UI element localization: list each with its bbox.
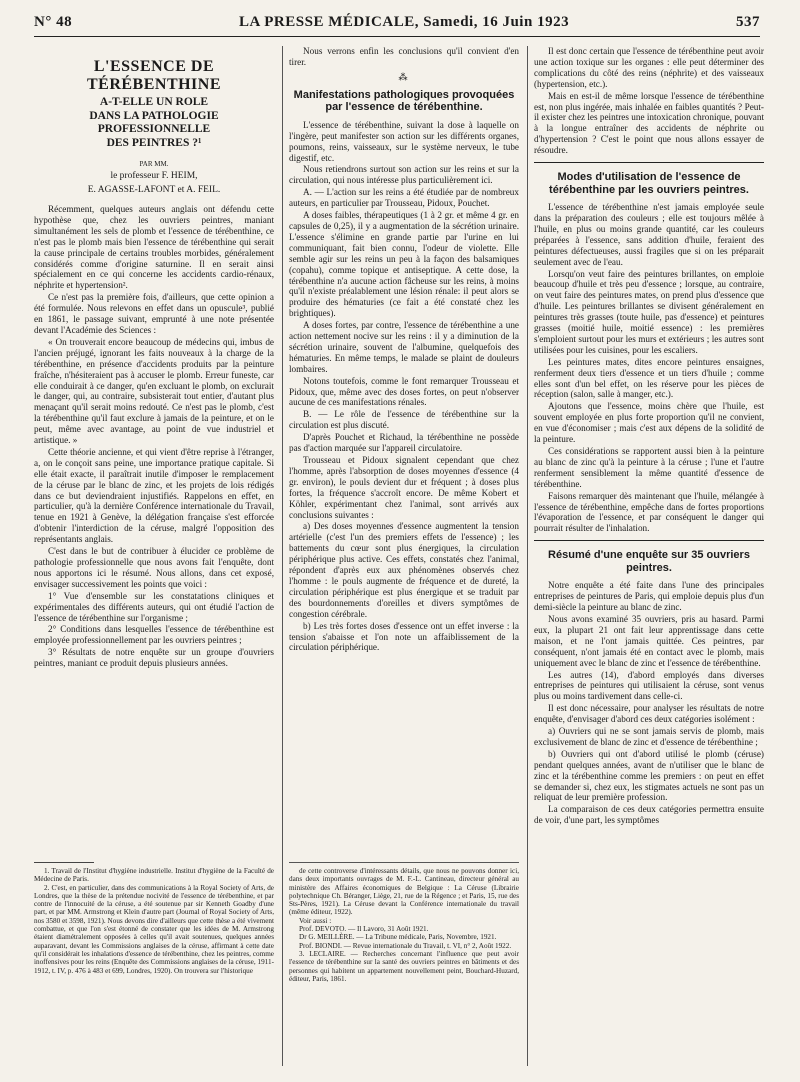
paragraph: Faisons remarquer dès maintenant que l'huile, mélangée à l'essence de térébenthine, empêche dans de fortes proportions l'évaporation de l'essence, et par conséquent le danger qui pourrait résulter de l'inhalation.: [534, 490, 764, 534]
quote-paragraph: « On trouverait encore beaucoup de médecins qui, imbus de l'ancien préjugé, ignorant les faits nouveaux à la charge de la térébenthine, en présence d'accidents produits par la peinture fraîche, n'hésiteraient pas à accuser le plomb. Erreur funeste, car elle conduirait à ce danger, qu'en excluant le plomb, on exclurait le danger, qui, au contraire, subsisterait tout entier, d'autant plus menaçant qu'il serait moins redouté. Ce n'est pas le plomb, c'est la térébenthine qu'il faut exclure à jamais de la peinture, et on le peut, même avec avantage, au point de vue industriel et artistique. »: [34, 336, 274, 446]
footnote: Prof. BIONDI. — Revue internationale du Travail, t. VI, n° 2, Août 1922.: [299, 941, 512, 950]
issue-number: N° 48: [34, 13, 73, 30]
footnote: 3. LECLAIRE. — Recherches concernant l'influence que peut avoir l'essence de térébenthine sur la santé des ouvriers peintres en bâtiments et des personnes qui habitent un appartement nouvellement peint, Bouchard-Huzard, éditeur, Paris, 1861.: [289, 949, 519, 983]
column-2: [289, 46, 519, 846]
article-subtitle-2: DANS LA PATHOLOGIE PROFESSIONNELLE: [89, 109, 219, 135]
paragraph: L'essence de térébenthine n'est jamais employée seule dans la préparation des couleurs ; elle est toujours mêlée à l'huile, en plus ou moins grande quantité, car les couleurs préparées à l'essence, sans addition d'huile, feraient des peintures défectueuses, aussi fragiles que si on les préparait seulement avec de l'eau.: [534, 202, 764, 267]
paragraph: D'après Pouchet et Richaud, la térébenthine ne possède pas d'action marquée sur l'appareil circulatoire.: [289, 432, 519, 454]
paragraph: Il est donc nécessaire, pour analyser les résultats de notre enquête, d'envisager d'abord ces deux catégories isolément :: [534, 703, 764, 725]
paragraph: Lorsqu'on veut faire des peintures brillantes, on emploie beaucoup d'huile et très peu d'essence ; lorsque, au contraire, on veut faire des peintures mates, on prend plus d'essence que d'huile. Les peintures brillantes se divisent généralement en peintures très grasses (toute huile, pas d'essence) et peintures grasses (moitié huile, moitié essence) : les premières s'emploient surtout pour les murs et extérieurs ; les autres sont utilisées pour les cuisines, pour les escaliers.: [534, 268, 764, 355]
list-item: 3° Résultats de notre enquête sur un groupe d'ouvriers peintres, maniant ce produit depuis plusieurs années.: [34, 647, 274, 669]
paragraph: Les autres (14), d'abord employés dans diverses entreprises de peintures qui utilisaient la céruse, sont venus plus ou moins tardivement dans celle-ci.: [534, 669, 764, 702]
column-rule-1: [282, 46, 283, 1066]
footnote-rule: [34, 862, 94, 863]
article-title-block: [34, 58, 274, 196]
paragraph: a) Des doses moyennes d'essence augmentent la tension artérielle (c'est l'un des premiers effets de l'essence) ; les battements du cœur sont plus énergiques, la circulation périphérique plus active. Ces effets, constatés chez l'animal, répondent d'après eux aux phénomènes observés chez l'homme : le pouls augmente de fréquence et de dureté, la circulation périphérique est plus énergique et se traduit par des bourdonnements d'oreilles et divers symptômes de congestion cérébrale.: [289, 521, 519, 619]
par-mm: PAR MM.: [139, 160, 169, 168]
paragraph: Ce n'est pas la première fois, d'ailleurs, que cette opinion a été formulée. Nous relevons en effet dans un opuscule³, publié en 1861, le passage suivant, emprunté à une note présentée devant l'Académie des Sciences :: [34, 292, 274, 335]
paragraph: Ajoutons que l'essence, moins chère que l'huile, est souvent employée en plus forte proportion qu'il ne convient, en vue d'économiser ; mais c'est aux dépens de la solidité de la peinture.: [534, 401, 764, 445]
paragraph: La comparaison de ces deux catégories permettra ensuite de voir, d'une part, les symptômes: [534, 804, 764, 826]
footnote: 2. C'est, en particulier, dans des communications à la Royal Society of Arts, de Londres, que la thèse de la prétendue nocivité de l'essence de térébenthine, et par contre de l'innocuité de la céruse, a été soutenue par sir Kenneth Goadby d'une part, et par MM. Armstrong et Klein d'autre part (Journal of Royal Society of Arts, nos 3580 et 3598, 1921). Nous devons dire d'ailleurs que cette thèse a été vivement combattue, et que l'on s'est étonné de constater que les idées de M. Armstrong étaient diamétralement opposées à celles qu'il avait soutenues, quelques années auparavant, devant les Commissions anglaises de la céruse, affirmant à cette date qu'il considérait les inhalations d'essence de térébenthine, chez les peintres, comme inoffensives pour les reins (Enquête des Commissions anglaises de la céruse, 1911-1912, t. IV, p. 476 à 483 et 699, Londres, 1920). On trouvera sur l'historique: [34, 883, 274, 975]
paragraph: Les peintures mates, dites encore peintures ensaignes, renferment deux tiers d'essence et un tiers d'huile ; comme elles sont d'un bel effet, on les réserve pour les pièces de réception (salon, salle à manger, etc.).: [534, 356, 764, 400]
footnote: 1. Travail de l'Institut d'hygiène industrielle. Institut d'hygiène de la Faculté de Médecine de Paris.: [34, 867, 274, 884]
page-number: 537: [735, 13, 760, 30]
column-3: [534, 46, 764, 1076]
paragraph: Nous retiendrons surtout son action sur les reins et sur la circulation, qui nous intéresse plus particulièrement ici.: [289, 164, 519, 186]
journal-title: LA PRESSE MÉDICALE, Samedi, 16 Juin 1923: [239, 13, 570, 30]
list-item: b) Ouvriers qui ont d'abord utilisé le plomb (céruse) pendant quelques années, avant de n'utiliser que le blanc de zinc et la térébenthine comme les premiers : on peut en effet se demander si, chez eux, les stigmates actuels ne sont pas un reliquat de leur première profession.: [534, 748, 764, 803]
page-header: [34, 8, 760, 37]
paragraph: A. — L'action sur les reins a été étudiée par de nombreux auteurs, en particulier par Trousseau, Pidoux, Pouchet.: [289, 187, 519, 209]
paragraph: Trousseau et Pidoux signalent cependant que chez l'homme, après l'absorption de doses moyennes d'essence (4 gr. environ), le pouls devient dur et fréquent ; à doses plus fortes, la fréquence s'accroît encore. De même Kobert et Köhler, expérimentant chez l'animal, sont arrivés aux conclusions suivantes :: [289, 455, 519, 520]
list-item: 2° Conditions dans lesquelles l'essence de térébenthine est employée professionnellement par les ouvriers peintres ;: [34, 624, 274, 646]
list-item: 1° Vue d'ensemble sur les constatations cliniques et expérimentales des différents auteurs, qui ont étudié l'action de l'essence de térébenthine sur l'organisme ;: [34, 590, 274, 623]
paragraph: Notons toutefois, comme le font remarquer Trousseau et Pidoux, que, même avec des doses fortes, on peut n'observer aucune de ces manifestations rénales.: [289, 375, 519, 408]
paragraph: b) Les très fortes doses d'essence ont un effet inverse : la tension s'abaisse et l'on note un affaiblissement de la circulation périphérique.: [289, 620, 519, 653]
footnote: Dr G. MEILLÈRE. — La Tribune médicale, Paris, Novembre, 1921.: [299, 933, 497, 942]
section-heading: Modes d'utilisation de l'essence de térébenthine par les ouvriers peintres.: [549, 171, 749, 196]
paragraph: Notre enquête a été faite dans l'une des principales entreprises de peintures de Paris, qui emploie depuis plus d'un demi-siècle la peinture au blanc de zinc.: [534, 580, 764, 613]
paragraph: Récemment, quelques auteurs anglais ont défendu cette hypothèse que, chez les ouvriers peintres, maniant simultanément les sels de plomb et l'essence de térébenthine, ce n'est pas le plomb mais bien l'essence de térébenthine qui serait la cause principale de certains troubles morbides, généralement considérés comme d'origine saturnine. Il en serait ainsi spécialement en ce qui concerne les accidents cardio-rénaux, néphrite et hypertension².: [34, 204, 274, 291]
column-rule-2: [527, 46, 528, 1066]
footnote-rule: [289, 862, 519, 863]
paragraph: Cette théorie ancienne, et qui vient d'être reprise à l'étranger, a, on le conçoit sans peine, une importance pratique capitale. Si elle était exacte, il paraîtrait inutile d'imposer le remplacement de la céruse par le blanc de zinc, et les projets de lois rédigés dans ce but deviendraient injustifiés. Rappelons en effet, en particulier, qu'à la dernière Conférence internationale du Travail, tenue en 1921 à Genève, la délégation française s'est efforcée d'obtenir l'interdiction de la céruse, malgré l'opposition des représentants anglais.: [34, 446, 274, 545]
article-subtitle-1: A-T-ELLE UN ROLE: [99, 96, 209, 108]
paragraph: A doses fortes, par contre, l'essence de térébenthine a une action nettement nocive sur les reins : il y a diminution de la sécrétion urinaire, souvent de l'albumine, quelquefois des hématuries. En même temps, le malade se plaint de douleurs lombaires.: [289, 320, 519, 374]
paragraph: L'essence de térébenthine, suivant la dose à laquelle on l'ingère, peut manifester son action sur les différents organes, poumons, reins, vaisseaux, sur le système nerveux, le tube digestif, etc.: [289, 119, 519, 163]
section-heading: Manifestations pathologiques provoquées par l'essence de térébenthine.: [293, 88, 515, 114]
paragraph: C'est dans le but de contribuer à élucider ce problème de pathologie professionnelle que nous avons fait l'enquête, dont nous apportons ici le résumé. Nous allons, dans cet exposé, envisager successivement les points que voici :: [34, 546, 274, 589]
paragraph: Il est donc certain que l'essence de térébenthine peut avoir une action toxique sur les organes : elle peut déterminer des complications du côté des reins (néphrite) et des vaisseaux (hypertension, etc.).: [534, 46, 764, 89]
footnote: de cette controverse d'intéressants détails, que nous ne pouvons donner ici, dans deux importants ouvrages de M. F.-L. Cantineau, directeur général au ministère des Affaires économiques de Belgique : La Céruse (Librairie polytechnique Ch. Béranger, Liège, 21, rue de la Régence ; et Paris, 15, rue des Sts-Pères, 1921). La Céruse devant la Conférence internationale du travail (même éditeur, 1922).: [289, 867, 519, 917]
paragraph: Mais en est-il de même lorsque l'essence de térébenthine est, non plus ingérée, mais inhalée en faibles quantités ? Peut-il exister chez les peintres une intoxication chronique, pouvant à la longue entraîner des accidents de néphrite ou d'hypertension ? C'est le point que nous allons essayer de résoudre.: [534, 90, 764, 156]
paragraph: Nous avons examiné 35 ouvriers, pris au hasard. Parmi eux, la plupart 21 ont fait leur apprentissage dans cette maison, et ne l'ont jamais quittée. Ces peintres, par conséquent, n'ont jamais été en contact avec le plomb, mais uniquement avec le blanc de zinc et l'essence de térébenthine.: [534, 613, 764, 668]
footnotes-mid: [289, 856, 519, 1076]
paragraph: Ces considérations se rapportent aussi bien à la peinture au blanc de zinc qu'à la peinture à la céruse ; l'une et l'autre renferment sensiblement la même quantité d'essence de térébenthine.: [534, 446, 764, 489]
list-item: a) Ouvriers qui ne se sont jamais servis de plomb, mais exclusivement de blanc de zinc et d'essence de térébenthine ;: [534, 726, 764, 747]
column-1: [34, 46, 274, 846]
author-line-1: le professeur F. HEIM,: [110, 171, 198, 181]
paragraph: Nous verrons enfin les conclusions qu'il convient d'en tirer.: [289, 46, 519, 67]
author-line-2: E. AGASSE-LAFONT et A. FEIL.: [87, 185, 221, 195]
section-ornament: ⁂: [398, 71, 410, 82]
article-subtitle-3: DES PEINTRES ?¹: [106, 136, 202, 149]
footnote: Prof. DEVOTO. — Il Lavoro, 31 Août 1921.: [299, 925, 429, 934]
footnote: Voir aussi :: [299, 916, 332, 925]
article-title: L'ESSENCE DE TÉRÉBENTHINE: [86, 58, 222, 93]
paragraph: A doses faibles, thérapeutiques (1 à 2 gr. et même 4 gr. en capsules de 0,25), il y a augmentation de la sécrétion urinaire. L'essence s'élimine en grande partie par l'urine en lui communiquant, fait bien connu, l'odeur de violette. Elle semble agir sur les reins un peu à la façon des balsamiques (copahu), comme topique et antiseptique. A cette dose, la térébenthine n'a aucune action fâcheuse sur les reins, à moins qu'il n'existe préalablement une lésion rénale: il peut alors se produire des hématuries (ce fait a été constaté chez les brightiques).: [289, 210, 519, 319]
footnotes-left: [34, 856, 274, 1076]
section-heading: Résumé d'une enquête sur 35 ouvriers peintres.: [548, 549, 750, 574]
paragraph: B. — Le rôle de l'essence de térébenthine sur la circulation est plus discuté.: [289, 409, 519, 431]
